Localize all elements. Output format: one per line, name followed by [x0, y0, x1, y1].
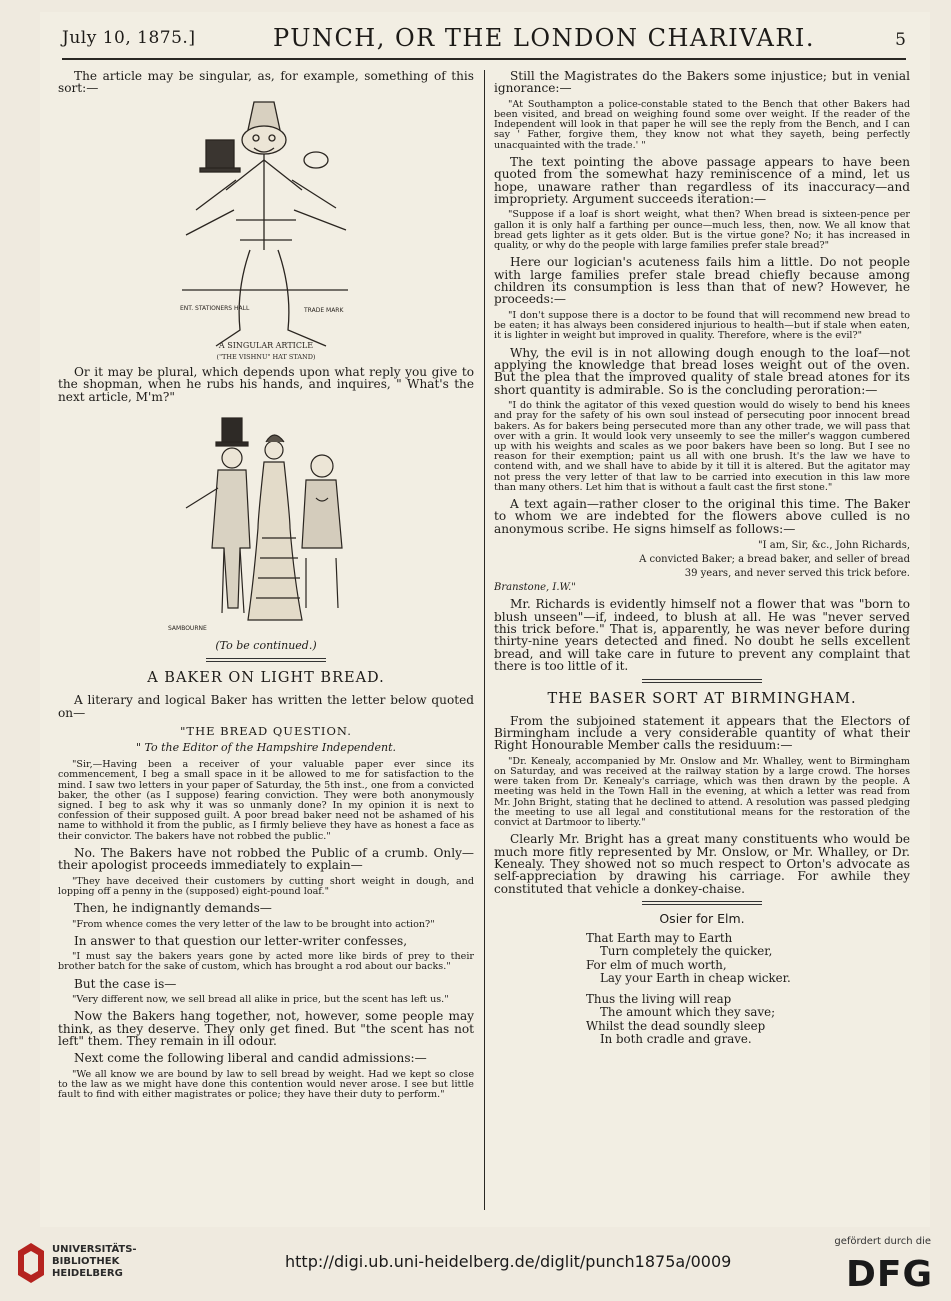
- right-paragraph-1: Still the Magistrates do the Bakers some injustice; but in venial ignorance:—: [494, 70, 910, 96]
- baker-article-title: A BAKER ON LIGHT BREAD.: [147, 670, 385, 687]
- right-paragraph-4: Why, the evil is in not allowing dough enough to the loaf—not applying the knowledge that bread loses weight out of the oven. But the plea that the improved quality of stale bread atones for its short quantity is admirable. So is the concluding peroration:—: [494, 345, 910, 397]
- right-paragraph-5: A text again—rather closer to the original this time. The Baker to whom we are indebted for the flowers above culled is no anonymous scribe. He signs himself as follows:—: [494, 496, 910, 536]
- right-quote-5: "Dr. Kenealy, accompanied by Mr. Onslow and Mr. Whalley, went to Birmingham on Saturday, and was received at the railway station by a large crowd. The horses were taken from Dr. Kenealy's carriage, which was then drawn by the people. A meeting was held in the Town Hall in the evening, at which a letter was read from Mr. John Bright, stating that he declined to attend. A resolution was passed pledging the meeting to use all legal and constitutional means for the restoration of the convict at Dartmoor to liberty.": [494, 755, 910, 829]
- poem-line: The amount which they save;: [600, 1005, 776, 1020]
- poem-line: Whilst the dead soundly sleep: [586, 1018, 766, 1033]
- quote-deceived: "They have deceived their customers by cutting short weight in dough, and lopping off a penny in the (supposed) eight-pound loaf.": [58, 875, 474, 897]
- right-paragraph-7: From the subjoined statement it appears that the Electors of Birmingham include a very considerable quantity of what their Right Honourable Member calls the residuum:—: [494, 713, 910, 753]
- letter-quote: "Sir,—Having been a receiver of your valuable paper ever since its commencement, I beg a small space in it be allowed to me for satisfaction to the mind. I saw two letters in your paper of Saturday, the 5th inst., one from a convicted baker, the other (as I suppose) fearing conviction. They were both anonymously signed. I beg to ask why it was so unmanly done? In my opinion it is next to confession of their supposed guilt. A poor bread baker need not be ashamed of his name to withhold it from the public, as I firmly believe they have as honest a face as their convictor. The bakers have not robbed the public.": [58, 759, 474, 842]
- paragraph-hang: Now the Bakers hang together, not, however, some people may think, as they deserve. They only get fined. But "the scent has not left" them. They remain in ill odour.: [58, 1009, 474, 1048]
- shop-scene-illustration: [166, 408, 366, 636]
- quote-birds: "I must say the bakers years gone by acted more like birds of prey to their brother batch for the sake of custom, which has brought a rod about our backs.": [58, 951, 474, 973]
- signature-line-3: 39 years, and never served this trick before.: [684, 568, 910, 580]
- funded-by-label: gefördert durch die: [834, 1236, 931, 1247]
- poem-line: That Earth may to Earth: [586, 931, 733, 946]
- right-paragraph-8: Clearly Mr. Bright has a great many constituents who would be much more fitly represented by Mr. Onslow, or Mr. Whalley, or Dr. Kenealy. They showed not so much respect to Orton's advocate as self-appreciation by drawing his carriage. For awhile they constituted that vehicle a donkey-chaise.: [494, 832, 910, 896]
- svg-text:TRADE MARK: TRADE MARK: [304, 306, 344, 314]
- right-quote-1: "At Southampton a police-constable stated to the Bench that other Bakers had been visited, and bread on weighing found some over weight. If the reader of the Independent will look in that paper he will see the reply from the Bench, and I can say ' Father, forgive them, they know not what they sayeth, being perfectly unacquainted with the trade.' ": [494, 98, 910, 151]
- bread-question-heading: "THE BREAD QUESTION.: [180, 724, 352, 739]
- poem-line: Thus the living will reap: [586, 992, 732, 1007]
- quote-law: "We all know we are bound by law to sell bread by weight. Had we kept so close to the law as we might have done this contention would never arose. I see but little fault to find with either magistrates or police; they have their duty to perform.": [58, 1068, 474, 1101]
- hat-stand-illustration: [176, 100, 356, 362]
- issue-date: July 10, 1875.]: [62, 28, 196, 48]
- poem-line: Lay your Earth in cheap wicker.: [600, 970, 791, 985]
- source-url-link[interactable]: http://digi.ub.uni-heidelberg.de/diglit/punch1875a/0009: [285, 1252, 732, 1271]
- poem-title: Osier for Elm.: [659, 911, 745, 927]
- digitization-footer: [0, 1232, 951, 1301]
- svg-text:A SINGULAR ARTICLE: A SINGULAR ARTICLE: [218, 340, 314, 350]
- poem: [586, 932, 910, 1046]
- quote-whence: "From whence comes the very letter of the law to be brought into action?": [72, 918, 435, 930]
- right-quote-3: "I don't suppose there is a doctor to be found that will recommend new bread to be eaten; it has always been considered injurious to health—but if stale when eaten, it is lighter in weight but improved in quality. Therefore, where is the evil?": [494, 309, 910, 342]
- paragraph-no: No. The Bakers have not robbed the Public of a crumb. Only—their apologist proceeds immediately to explain—: [58, 845, 474, 873]
- newspaper-page: [40, 12, 930, 1227]
- section-separator: [206, 658, 326, 662]
- paragraph-then: Then, he indignantly demands—: [74, 901, 272, 916]
- institution-name: UNIVERSITÄTS- BIBLIOTHEK HEIDELBERG: [52, 1244, 137, 1279]
- paragraph-case: But the case is—: [74, 976, 177, 991]
- signature-place: Branstone, I.W.": [494, 582, 576, 594]
- right-quote-2: "Suppose if a loaf is short weight, what then? When bread is sixteen-pence per gallon it is only half a farthing per ounce—much less, then, now. We all know that bread gets lighter as it gets older. But is the virtue gone? No; it has increased in quality, or why do the people with large families prefer stale bread?": [494, 209, 910, 252]
- page-header: [62, 24, 906, 56]
- to-be-continued: (To be continued.): [215, 639, 317, 653]
- baker-intro: A literary and logical Baker has written the letter below quoted on—: [58, 693, 474, 720]
- plural-paragraph: Or it may be plural, which depends upon what reply you give to the shopman, when he rubs his hands, and inquires, " What's the next article, M'm?": [58, 364, 474, 404]
- header-rule: [62, 58, 906, 60]
- poem-line: In both cradle and grave.: [600, 1031, 752, 1046]
- quote-scent: "Very different now, we sell bread all alike in price, but the scent has left us.": [72, 993, 449, 1005]
- right-paragraph-3: Here our logician's acuteness fails him a little. Do not people with large families prefer stale bread chiefly because among children its consumption is less than that of new? However, he proceeds:—: [494, 255, 910, 307]
- signature-line-2: A convicted Baker; a bread baker, and seller of bread: [639, 554, 910, 566]
- section-separator-2: [642, 679, 762, 683]
- poem-line: For elm of much worth,: [586, 957, 727, 972]
- masthead-title: PUNCH, OR THE LONDON CHARIVARI.: [272, 24, 815, 52]
- right-quote-4: "I do think the agitator of this vexed question would do wisely to bend his knees and pray for the safety of his own soul instead of persecuting poor innocent bread bakers. As for bakers being persecuted more than any other trade, we will pass that over with a grin. It would look very unseemly to see the miller's waggon cumbered up with his weights and scales as we poor bakers have been so long. But I see no reason for their exemption; paint us all with one brush. It's the law we have to contend with, and we shall have to abide by it till it is altered. But the agitator may not press the very letter of that law to be carried into execution in this law more than many others. Let him that is without a fault cast the first stone.": [494, 400, 910, 493]
- paragraph-answer: In answer to that question our letter-writer confesses,: [74, 933, 408, 948]
- column-divider: [484, 70, 485, 1210]
- university-library-logo-icon: [16, 1241, 46, 1285]
- right-paragraph-6: Mr. Richards is evidently himself not a flower that was "born to blush unseen"—if, indeed, to blush at all. He was "never served this trick before." That is, apparently, he was never before during thirty-nine years detected and fined. No doubt he sells excellent bread, and will take care in future to prevent any complaint that there is too little of it.: [494, 597, 910, 674]
- right-column: [494, 70, 910, 1220]
- right-paragraph-2: The text pointing the above passage appears to have been quoted from the somewhat hazy reminiscence of a mind, let us hope, unaware rather than regardless of its inaccuracy—and impropriety. Argument succeeds iteration:—: [494, 154, 910, 207]
- svg-text:("THE VISHNU" HAT STAND): ("THE VISHNU" HAT STAND): [216, 352, 316, 361]
- dfg-logo: DFG: [845, 1254, 933, 1295]
- intro-paragraph: The article may be singular, as, for example, something of this sort:—: [58, 70, 474, 96]
- svg-text:ENT. STATIONERS HALL: ENT. STATIONERS HALL: [180, 304, 250, 312]
- svg-text:SAMBOURNE: SAMBOURNE: [168, 625, 207, 633]
- page-number: 5: [895, 30, 906, 50]
- paragraph-next: Next come the following liberal and candid admissions:—: [74, 1051, 427, 1066]
- left-column: [58, 70, 474, 1220]
- editor-line: " To the Editor of the Hampshire Independent.: [135, 741, 397, 755]
- baser-sort-title: THE BASER SORT AT BIRMINGHAM.: [547, 690, 857, 707]
- poem-line: Turn completely the quicker,: [600, 944, 773, 959]
- signature-line-1: "I am, Sir, &c., John Richards,: [758, 540, 910, 552]
- section-separator-3: [642, 901, 762, 905]
